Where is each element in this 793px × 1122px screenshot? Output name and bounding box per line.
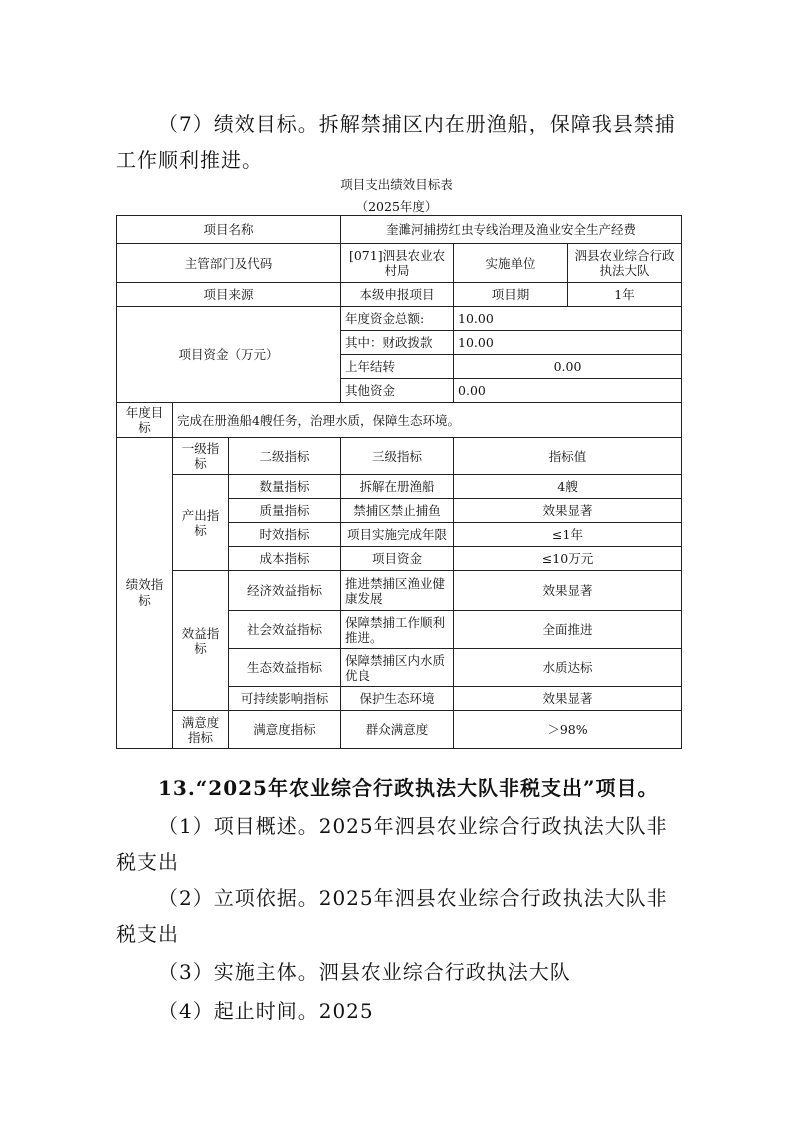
row-project-name [117, 216, 682, 244]
header-level2: 二级指标 [229, 438, 341, 475]
benefit-value: 效果显著 [454, 687, 682, 711]
output-l2: 数量指标 [229, 475, 341, 499]
funds-fiscal-label: 其中：财政拨款 [341, 331, 454, 355]
output-l2: 质量指标 [229, 499, 341, 523]
row-funds-total [117, 307, 682, 331]
output-value: ≤10万元 [454, 547, 682, 571]
output-l3: 拆解在册渔船 [341, 475, 454, 499]
performance-target-table [116, 215, 682, 749]
period-label: 项目期 [454, 283, 568, 307]
annual-goal-label: 年度目标 [117, 403, 173, 438]
output-l3: 项目资金 [341, 547, 454, 571]
benefit-indicator-label: 效益指标 [173, 571, 229, 711]
funds-other-value: 0.00 [454, 379, 682, 403]
row-department [117, 244, 682, 283]
benefit-l2: 经济效益指标 [229, 571, 341, 611]
satisfaction-indicator-label: 满意度指标 [173, 711, 229, 749]
source-label: 项目来源 [117, 283, 341, 307]
funds-fiscal-value: 10.00 [454, 331, 682, 355]
period-value: 1年 [568, 283, 682, 307]
header-value: 指标值 [454, 438, 682, 475]
benefit-l2: 生态效益指标 [229, 649, 341, 687]
section-13-item: （2）立项依据。2025年泗县农业综合行政执法大队非税支出 [116, 886, 668, 946]
output-indicator-label: 产出指标 [173, 475, 229, 571]
output-value: 4艘 [454, 475, 682, 499]
funds-other-label: 其他资金 [341, 379, 454, 403]
satisfaction-l2: 满意度指标 [229, 711, 341, 749]
benefit-l3: 保障禁捕工作顺利推进。 [341, 611, 454, 649]
dept-value: [071]泗县农业农村局 [341, 244, 454, 283]
source-value: 本级申报项目 [341, 283, 454, 307]
output-l2: 时效指标 [229, 523, 341, 547]
project-name-value: 奎濉河捕捞红虫专线治理及渔业安全生产经费 [341, 216, 682, 244]
unit-label: 实施单位 [454, 244, 568, 283]
funds-label: 项目资金（万元） [117, 307, 341, 403]
annual-goal-text: 完成在册渔船4艘任务，治理水质，保障生态环境。 [173, 403, 682, 438]
output-l2: 成本指标 [229, 547, 341, 571]
output-value: ≤1年 [454, 523, 682, 547]
table-title: 项目支出绩效目标表 [340, 177, 453, 192]
funds-total-value: 10.00 [454, 307, 682, 331]
output-l3: 禁捕区禁止捕鱼 [341, 499, 454, 523]
section-13-item: （4）起止时间。2025 [158, 999, 374, 1023]
benefit-value: 水质达标 [454, 649, 682, 687]
output-row [117, 475, 682, 499]
funds-carryover-label: 上年结转 [341, 355, 454, 379]
goal-paragraph: （7）绩效目标。拆解禁捕区内在册渔船，保障我县禁捕工作顺利推进。 [116, 112, 676, 172]
funds-carryover-value: 0.00 [454, 355, 682, 379]
performance-indicator-label: 绩效指标 [117, 438, 173, 749]
row-indicator-headers [117, 438, 682, 475]
benefit-row [117, 571, 682, 611]
output-value: 效果显著 [454, 499, 682, 523]
benefit-l3: 保护生态环境 [341, 687, 454, 711]
project-name-label: 项目名称 [117, 216, 341, 244]
satisfaction-l3: 群众满意度 [341, 711, 454, 749]
benefit-l3: 推进禁捕区渔业健康发展 [341, 571, 454, 611]
dept-label: 主管部门及代码 [117, 244, 341, 283]
satisfaction-row [117, 711, 682, 749]
unit-value: 泗县农业综合行政执法大队 [568, 244, 682, 283]
table-year-note: （2025年度） [355, 199, 438, 214]
header-level3: 三级指标 [341, 438, 454, 475]
benefit-value: 效果显著 [454, 571, 682, 611]
section-13-item: （1）项目概述。2025年泗县农业综合行政执法大队非税支出 [116, 814, 668, 874]
benefit-l2: 社会效益指标 [229, 611, 341, 649]
section-13-item: （3）实施主体。泗县农业综合行政执法大队 [158, 960, 571, 984]
benefit-l2: 可持续影响指标 [229, 687, 341, 711]
satisfaction-value: ＞98% [454, 711, 682, 749]
header-level1: 一级指标 [173, 438, 229, 475]
row-source [117, 283, 682, 307]
section-13-heading: 13.“2025年农业综合行政执法大队非税支出”项目。 [158, 776, 659, 800]
benefit-l3: 保障禁捕区内水质优良 [341, 649, 454, 687]
benefit-value: 全面推进 [454, 611, 682, 649]
output-l3: 项目实施完成年限 [341, 523, 454, 547]
funds-total-label: 年度资金总额: [341, 307, 454, 331]
row-annual-goal [117, 403, 682, 438]
